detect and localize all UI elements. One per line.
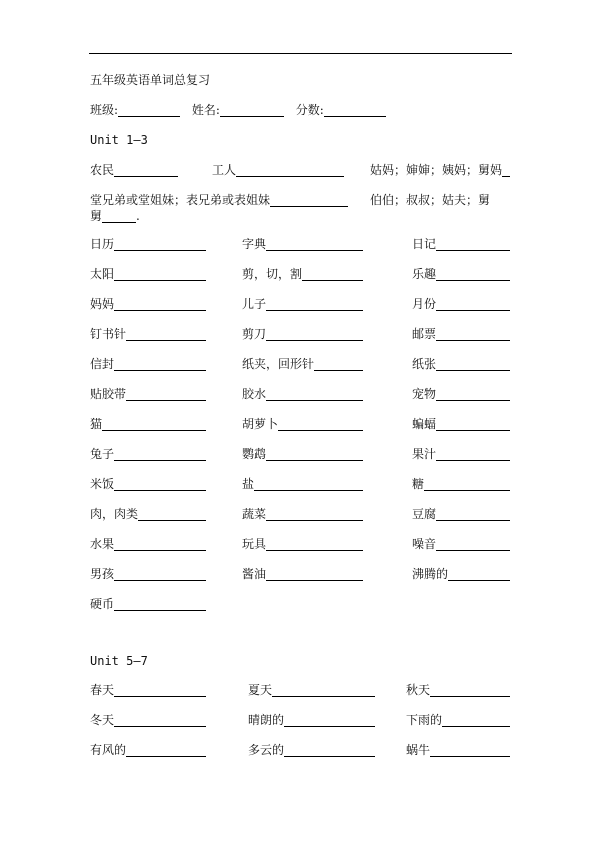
word-label: 猫	[90, 417, 103, 431]
word-label: 胶水	[242, 387, 267, 401]
answer-blank[interactable]	[314, 358, 363, 371]
word-label: 夏天	[248, 683, 273, 697]
vocab-item	[406, 683, 510, 697]
answer-blank[interactable]	[114, 684, 206, 697]
unit1-heading: Unit 1—3	[90, 133, 148, 147]
answer-blank[interactable]	[266, 448, 363, 461]
word-label: 邮票	[412, 327, 437, 341]
answer-blank[interactable]	[270, 194, 348, 207]
vocab-item	[90, 537, 206, 551]
vocab-item	[90, 237, 206, 251]
top-rule	[89, 53, 512, 54]
answer-blank[interactable]	[114, 238, 206, 251]
word-label: 日历	[90, 237, 115, 251]
vocab-item	[406, 743, 510, 757]
answer-blank[interactable]	[114, 164, 178, 177]
word-label: 冬天	[90, 713, 115, 727]
answer-blank[interactable]	[114, 568, 206, 581]
word-label: 日记	[412, 237, 437, 251]
vocab-item	[90, 713, 206, 727]
vocab-item	[412, 417, 510, 431]
vocab-item	[90, 567, 206, 581]
answer-blank[interactable]	[430, 684, 510, 697]
word-label: 沸腾的	[412, 567, 449, 581]
score-label: 分数:	[295, 103, 324, 117]
word-label: 字典	[242, 237, 267, 251]
vocab-item	[90, 163, 178, 177]
word-label: 有风的	[90, 743, 127, 757]
class-label: 班级:	[90, 103, 119, 117]
answer-blank[interactable]	[502, 164, 510, 177]
vocab-item	[248, 743, 375, 757]
class-field[interactable]	[118, 104, 180, 117]
vocab-item	[90, 507, 206, 521]
word-label: 噪音	[412, 537, 437, 551]
vocab-item	[90, 297, 206, 311]
answer-blank[interactable]	[114, 298, 206, 311]
word-label: 米饭	[90, 477, 115, 491]
answer-blank[interactable]	[114, 714, 206, 727]
vocab-item	[412, 237, 510, 251]
vocab-item	[412, 327, 510, 341]
vocab-item	[242, 327, 363, 341]
answer-blank[interactable]	[254, 478, 363, 491]
answer-blank[interactable]	[278, 418, 363, 431]
word-label: 舅	[90, 209, 103, 223]
vocab-item	[370, 163, 510, 177]
answer-blank[interactable]	[436, 418, 510, 431]
vocab-item	[242, 447, 363, 461]
answer-blank[interactable]	[442, 714, 510, 727]
vocab-item	[90, 597, 206, 611]
worksheet-title: 五年级英语单词总复习	[90, 73, 211, 87]
vocab-item	[412, 387, 510, 401]
vocab-item	[90, 327, 206, 341]
vocab-item	[242, 237, 363, 251]
word-label: 钉书针	[90, 327, 127, 341]
word-label: 伯伯；叔叔；姑夫；舅	[370, 193, 491, 207]
vocab-item	[90, 743, 206, 757]
word-label: 蔬菜	[242, 507, 267, 521]
answer-blank[interactable]	[266, 538, 363, 551]
answer-blank[interactable]	[266, 568, 363, 581]
vocab-item	[242, 567, 363, 581]
word-label: 农民	[90, 163, 115, 177]
word-label: 秋天	[406, 683, 431, 697]
vocab-item	[412, 567, 510, 581]
word-label: 乐趣	[412, 267, 437, 281]
vocab-item	[90, 193, 348, 207]
word-label: 太阳	[90, 267, 115, 281]
vocab-item: 舅 .	[90, 209, 140, 223]
answer-blank[interactable]	[436, 238, 510, 251]
word-label: 月份	[412, 297, 437, 311]
vocab-item	[412, 297, 510, 311]
answer-blank[interactable]	[424, 478, 510, 491]
answer-blank[interactable]	[138, 508, 206, 521]
answer-blank[interactable]	[436, 268, 510, 281]
vocab-item	[370, 193, 490, 207]
word-label: 水果	[90, 537, 115, 551]
word-label: 儿子	[242, 297, 267, 311]
answer-blank[interactable]	[266, 298, 363, 311]
word-label: 信封	[90, 357, 115, 371]
answer-blank[interactable]	[266, 238, 363, 251]
vocab-item	[242, 387, 363, 401]
answer-blank[interactable]	[272, 684, 375, 697]
word-label: 兔子	[90, 447, 115, 461]
word-label: 晴朗的	[248, 713, 285, 727]
word-label: 堂兄弟或堂姐妹；表兄弟或表姐妹	[90, 193, 271, 207]
word-label: 姑妈；婶婶；姨妈；舅妈	[370, 163, 503, 177]
word-label: 工人	[212, 163, 237, 177]
student-info-row	[90, 103, 386, 117]
name-field[interactable]	[220, 104, 284, 117]
word-label: 胡萝卜	[242, 417, 279, 431]
answer-blank[interactable]	[448, 568, 510, 581]
vocab-item	[90, 357, 206, 371]
answer-blank[interactable]	[436, 538, 510, 551]
answer-blank[interactable]	[102, 418, 206, 431]
answer-blank[interactable]	[436, 358, 510, 371]
word-label: 蜗牛	[406, 743, 431, 757]
vocab-item	[248, 713, 375, 727]
word-label: 剪，切，割	[242, 267, 303, 281]
answer-blank[interactable]	[114, 448, 206, 461]
answer-blank[interactable]	[114, 268, 206, 281]
vocab-item	[412, 357, 510, 371]
answer-blank[interactable]	[126, 744, 206, 757]
answer-blank[interactable]	[102, 210, 136, 223]
answer-blank[interactable]	[436, 298, 510, 311]
word-label: 宠物	[412, 387, 437, 401]
answer-blank[interactable]	[114, 598, 206, 611]
vocab-item	[90, 477, 206, 491]
vocab-item	[242, 477, 363, 491]
word-label: 糖	[412, 477, 425, 491]
vocab-item	[406, 713, 510, 727]
word-label: 下雨的	[406, 713, 443, 727]
answer-blank[interactable]	[436, 508, 510, 521]
word-label: 纸夹，回形针	[242, 357, 315, 371]
vocab-item	[242, 537, 363, 551]
vocab-item	[242, 507, 363, 521]
vocab-item	[242, 417, 363, 431]
vocab-item	[212, 163, 344, 177]
answer-blank[interactable]	[284, 744, 375, 757]
word-label: 多云的	[248, 743, 285, 757]
vocab-item	[90, 447, 206, 461]
answer-blank[interactable]	[436, 328, 510, 341]
score-field[interactable]	[324, 104, 386, 117]
answer-blank[interactable]	[430, 744, 510, 757]
name-label: 姓名:	[191, 103, 220, 117]
answer-blank[interactable]	[126, 388, 206, 401]
vocab-item	[412, 477, 510, 491]
vocab-item	[412, 267, 510, 281]
vocab-item	[90, 267, 206, 281]
word-label: 纸张	[412, 357, 437, 371]
answer-blank[interactable]	[126, 328, 206, 341]
word-label: 硬币	[90, 597, 115, 611]
word-label: 果汁	[412, 447, 437, 461]
word-label: 玩具	[242, 537, 267, 551]
answer-blank[interactable]	[302, 268, 363, 281]
word-label: 肉，肉类	[90, 507, 139, 521]
answer-blank[interactable]	[266, 508, 363, 521]
vocab-item	[90, 683, 206, 697]
answer-blank[interactable]	[236, 164, 344, 177]
vocab-item	[412, 507, 510, 521]
answer-blank[interactable]	[114, 538, 206, 551]
word-label: 贴胶带	[90, 387, 127, 401]
word-label: 鹦鹉	[242, 447, 267, 461]
vocab-item	[242, 297, 363, 311]
vocab-item	[242, 267, 363, 281]
answer-blank[interactable]	[284, 714, 375, 727]
word-label: 春天	[90, 683, 115, 697]
answer-blank[interactable]	[114, 478, 206, 491]
word-label: 剪刀	[242, 327, 267, 341]
vocab-item	[90, 417, 206, 431]
vocab-item	[242, 357, 363, 371]
word-label: 豆腐	[412, 507, 437, 521]
vocab-item	[248, 683, 375, 697]
word-label: 酱油	[242, 567, 267, 581]
answer-blank[interactable]	[266, 328, 363, 341]
vocab-item	[90, 387, 206, 401]
word-label: 男孩	[90, 567, 115, 581]
vocab-item	[412, 537, 510, 551]
word-label: 妈妈	[90, 297, 115, 311]
answer-blank[interactable]	[114, 358, 206, 371]
answer-blank[interactable]	[266, 388, 363, 401]
vocab-item	[412, 447, 510, 461]
word-label: 盐	[242, 477, 255, 491]
answer-blank[interactable]	[436, 388, 510, 401]
word-label: 蝙蝠	[412, 417, 437, 431]
answer-blank[interactable]	[436, 448, 510, 461]
unit5-heading: Unit 5—7	[90, 654, 148, 668]
